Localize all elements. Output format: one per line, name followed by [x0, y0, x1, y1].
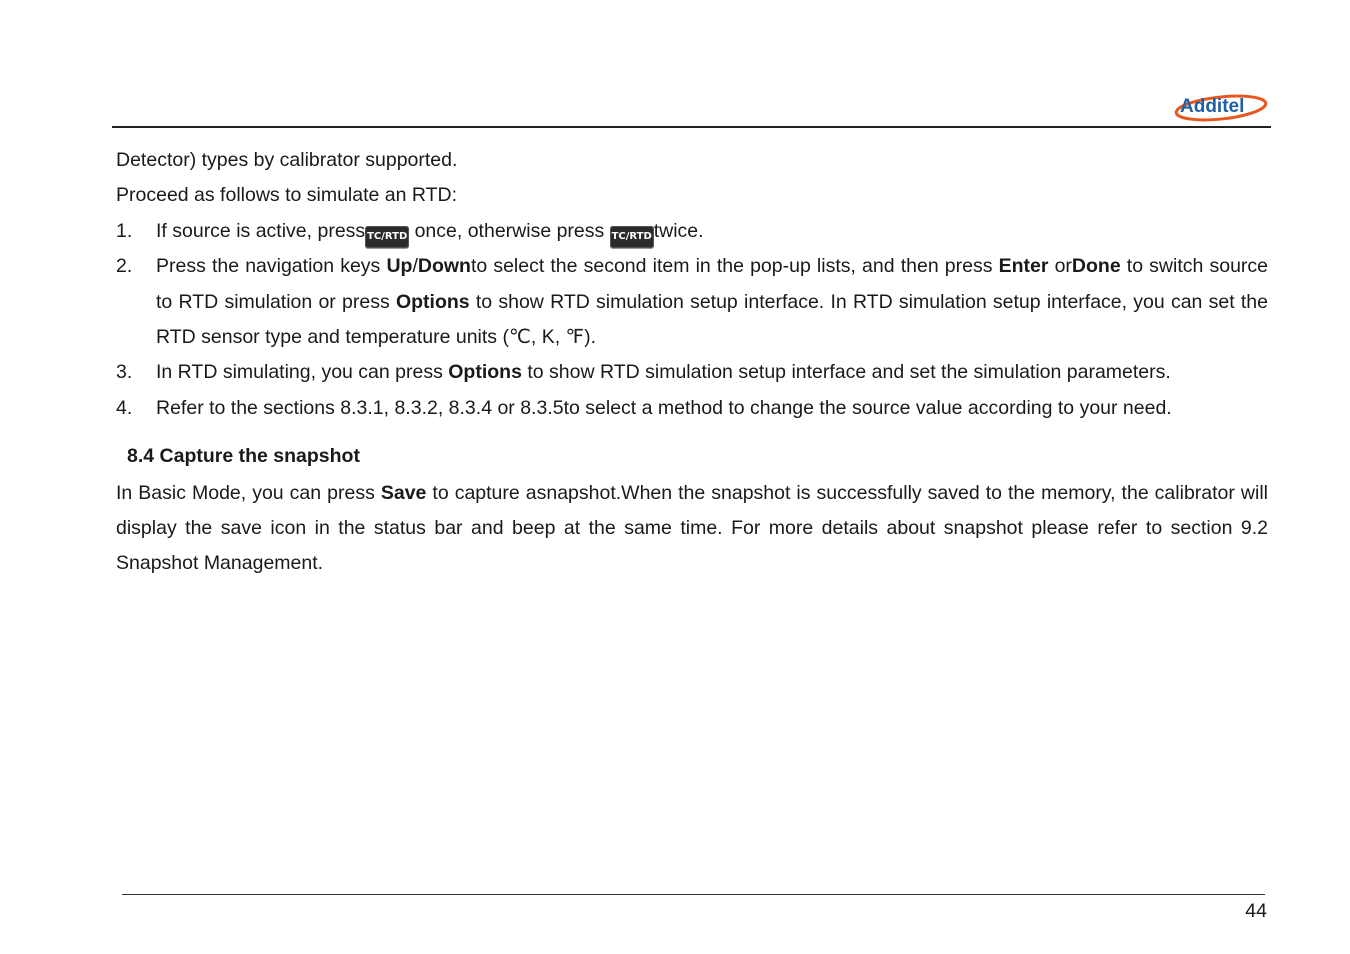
step-text: to switch source to RTD simulation or press: [156, 255, 1269, 313]
step-text: twice.: [653, 219, 704, 242]
step-text: once, otherwise press: [409, 219, 605, 242]
step-text: or: [1048, 255, 1072, 278]
step-1: [116, 214, 1268, 249]
snapshot-paragraph: [116, 476, 1268, 582]
step-text: Press the navigation keys: [156, 255, 387, 278]
step-3: [116, 355, 1268, 390]
step-text: If source is active, press: [156, 219, 366, 242]
footer-rule: [122, 894, 1265, 895]
header-rule: [112, 126, 1271, 128]
key-save: Save: [380, 481, 427, 504]
tc-rtd-key-icon: TC/RTD: [610, 226, 654, 248]
step-text: to show RTD simulation setup interface. In RTD simulation setup interface, you can set the RTD sensor type and temperature units (℃, K, ℉).: [156, 290, 1268, 349]
step-text: to select the second item in the pop-up lists, and then press: [470, 255, 999, 278]
key-up: Up: [386, 255, 413, 278]
step-text: to show RTD simulation setup interface and set the simulation parameters.: [521, 361, 1171, 384]
logo-text: Additel: [1180, 96, 1245, 117]
additel-logo-graphic: [1172, 90, 1270, 124]
step-number: 3.: [116, 361, 133, 384]
paragraph-text: to capture asnapshot.When the snapshot is successfully saved to the memory, the calibrator will display the save icon in the status bar and beep at the same time. For more details about snapshot please refer to section 9.2 Snapshot Management.: [116, 481, 1268, 575]
section-heading: 8.4 Capture the snapshot: [127, 445, 360, 468]
step-number: 4.: [116, 396, 133, 419]
tc-rtd-key-icon: TC/RTD: [365, 226, 409, 248]
step-number: 1.: [116, 219, 133, 242]
additel-logo: [1172, 90, 1270, 124]
key-enter: Enter: [998, 255, 1049, 278]
step-number: 2.: [116, 255, 133, 278]
page-number: 44: [1245, 900, 1267, 922]
step-text: /: [412, 255, 418, 278]
key-down: Down: [417, 255, 471, 278]
step-4: [116, 391, 1268, 426]
key-done: Done: [1071, 255, 1121, 278]
page-content: [116, 143, 1268, 582]
step-text: In RTD simulating, you can press: [156, 361, 449, 384]
step-2: [116, 249, 1268, 355]
key-options: Options: [448, 361, 522, 384]
intro-line: Detector) types by calibrator supported.: [116, 149, 458, 171]
step-text: Refer to the sections 8.3.1, 8.3.2, 8.3.4 or 8.3.5to select a method to change the source value according to your need.: [156, 396, 1172, 419]
key-options: Options: [395, 290, 470, 313]
rtd-steps-list: [116, 214, 1268, 426]
paragraph-text: In Basic Mode, you can press: [116, 481, 381, 504]
proceed-line: Proceed as follows to simulate an RTD:: [116, 184, 458, 207]
